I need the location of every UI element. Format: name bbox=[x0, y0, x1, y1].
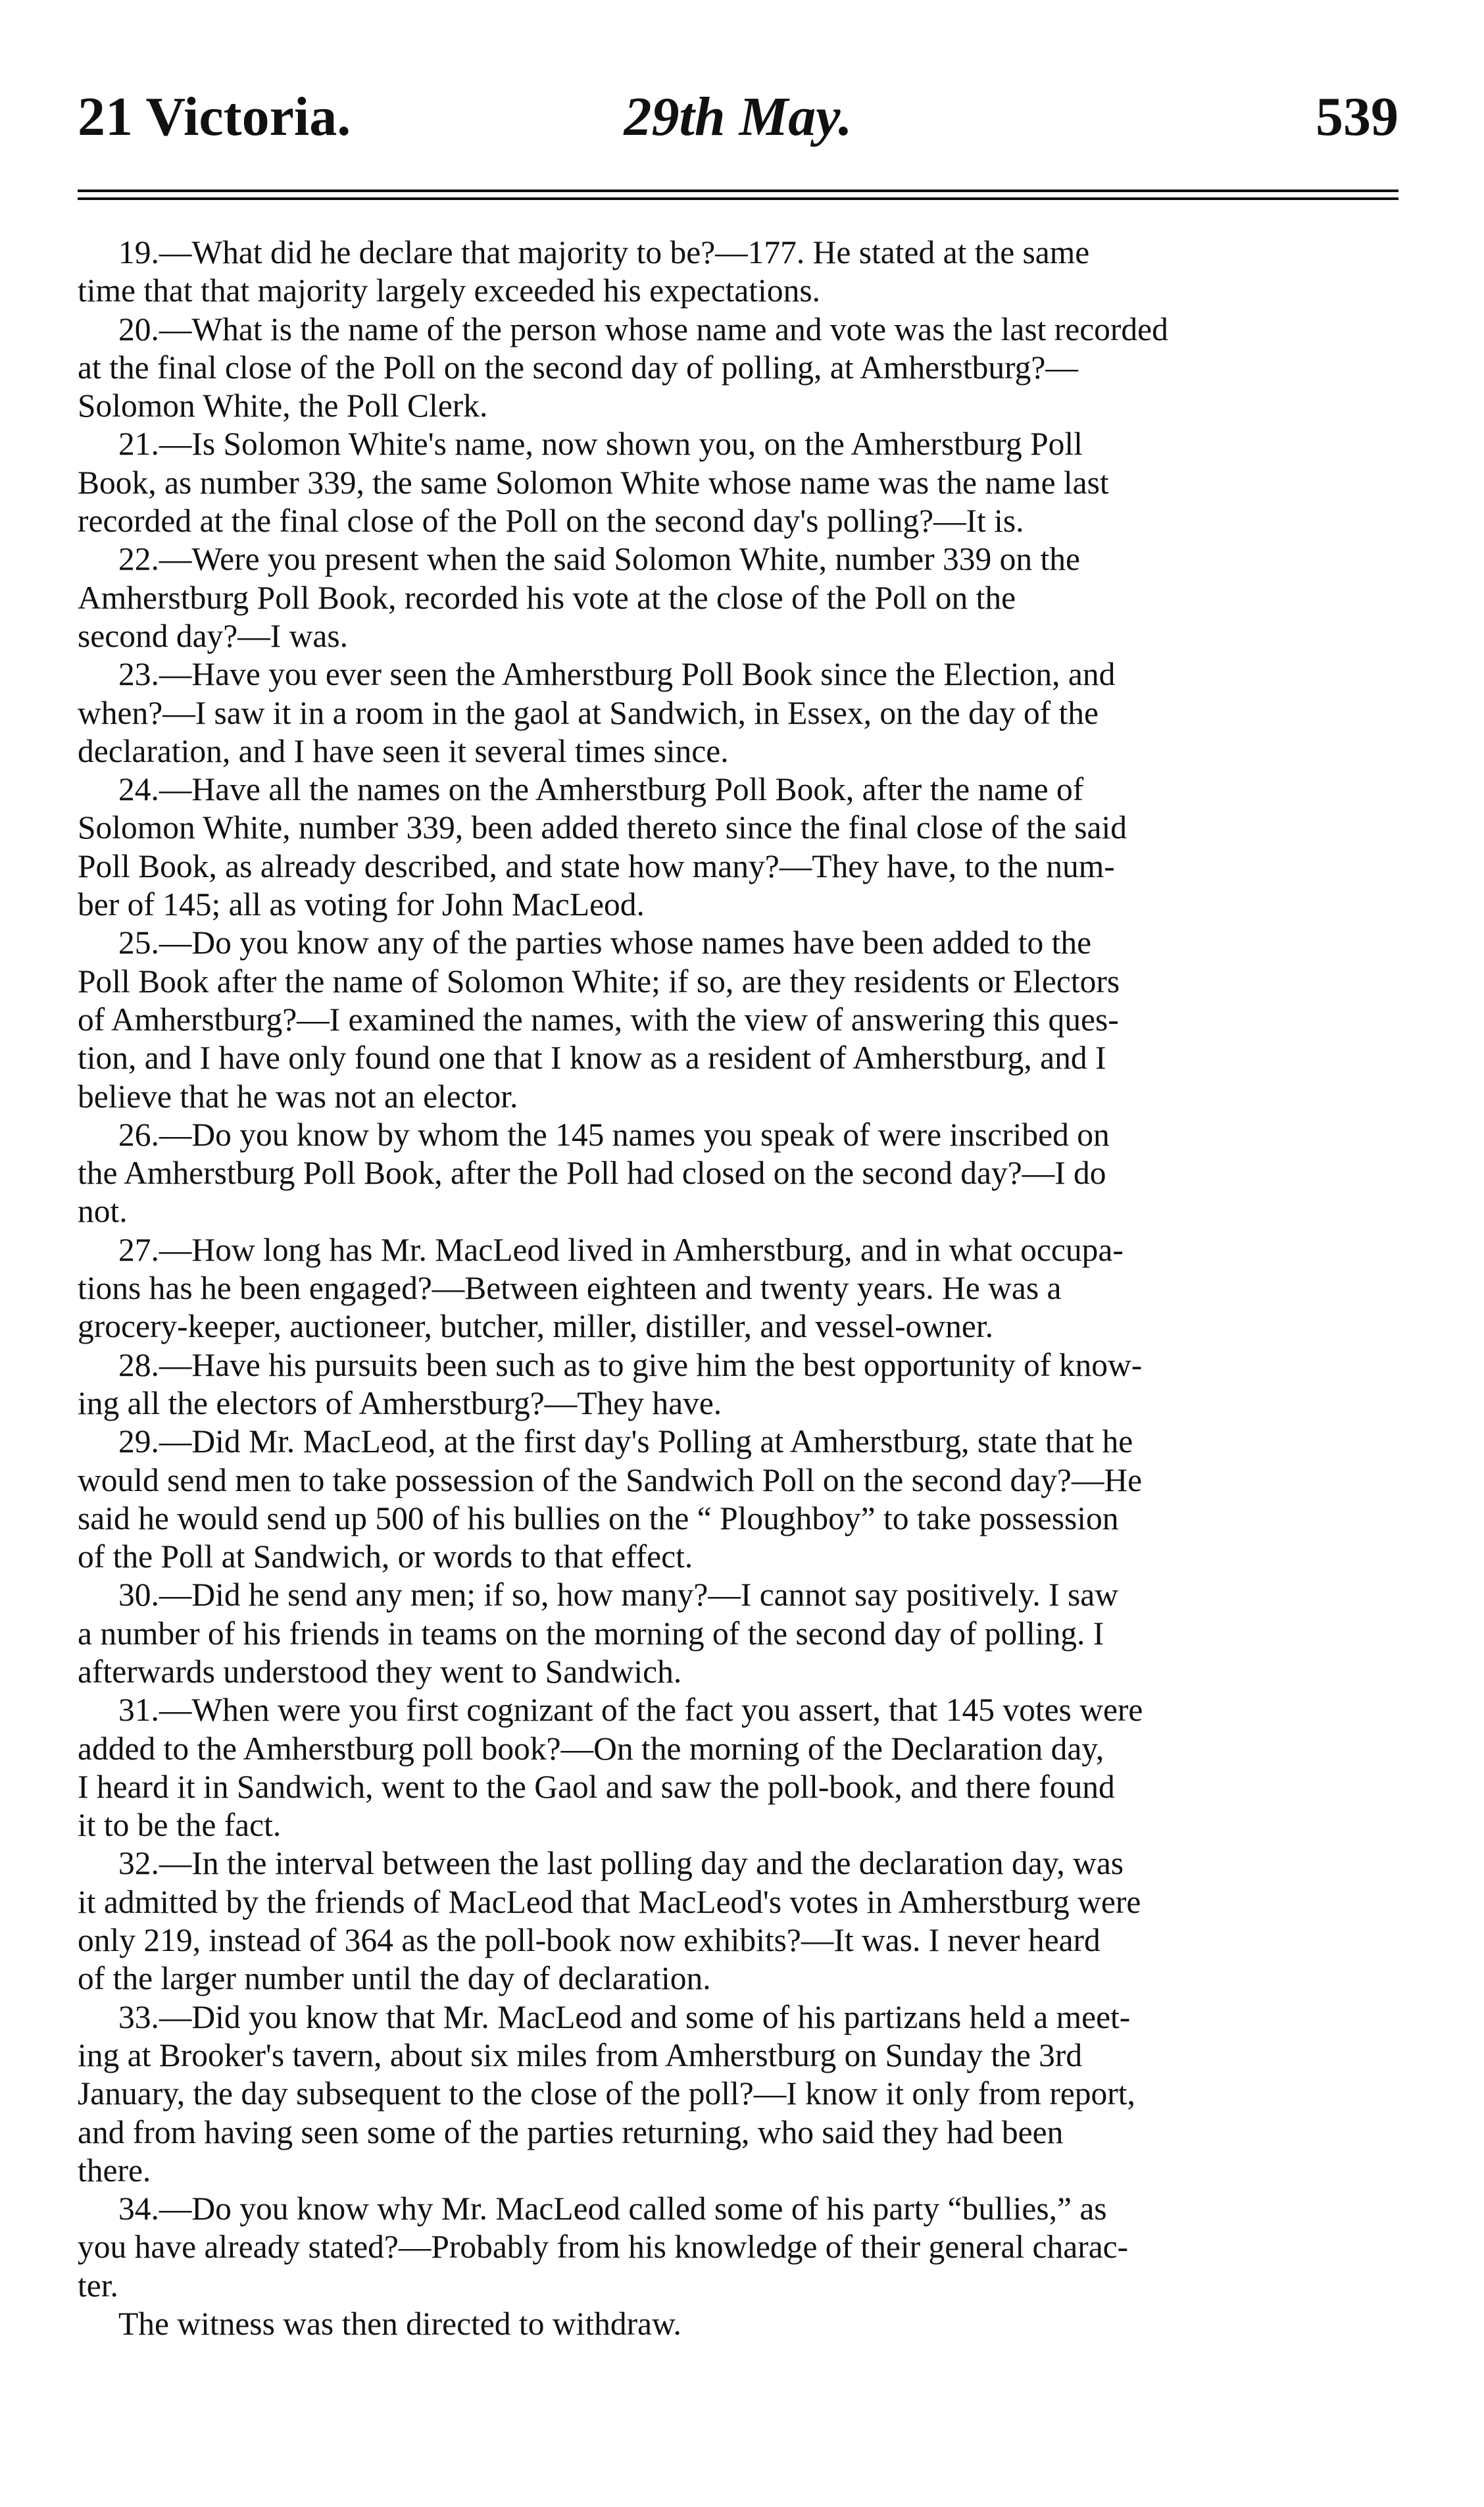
text-line: it to be the fact. bbox=[78, 1807, 282, 1844]
text-line: Book, as number 339, the same Solomon White whose name was the name last bbox=[78, 464, 1109, 501]
text-line: Poll Book after the name of Solomon White; if so, are they residents or Electors bbox=[78, 963, 1120, 1000]
header-rule-bottom bbox=[78, 197, 1398, 200]
header-rule-top bbox=[78, 190, 1398, 192]
text-line: tions has he been engaged?—Between eighteen and twenty years. He was a bbox=[78, 1270, 1062, 1307]
text-line: the Amherstburg Poll Book, after the Poll had closed on the second day?—I do bbox=[78, 1155, 1106, 1192]
text-line: 21.—Is Solomon White's name, now shown you, on the Amherstburg Poll bbox=[118, 426, 1083, 463]
text-line: ing at Brooker's tavern, about six miles from Amherstburg on Sunday the 3rd bbox=[78, 2037, 1083, 2073]
text-line: would send men to take possession of the Sandwich Poll on the second day?—He bbox=[78, 1461, 1143, 1498]
page-number: 539 bbox=[1316, 86, 1398, 147]
text-line: 31.—When were you first cognizant of the fact you assert, that 145 votes were bbox=[118, 1692, 1143, 1729]
text-line: ber of 145; all as voting for John MacLeod. bbox=[78, 886, 645, 923]
text-line: Solomon White, number 339, been added thereto since the final close of the said bbox=[78, 809, 1127, 846]
text-line: 29.—Did Mr. MacLeod, at the first day's Polling at Amherstburg, state that he bbox=[118, 1423, 1133, 1460]
text-line: Amherstburg Poll Book, recorded his vote at the close of the Poll on the bbox=[78, 579, 1016, 616]
text-line: 24.—Have all the names on the Amherstburg Poll Book, after the name of bbox=[118, 771, 1084, 808]
text-line: Solomon White, the Poll Clerk. bbox=[78, 388, 488, 424]
text-line: at the final close of the Poll on the second day of polling, at Amherstburg?— bbox=[78, 349, 1078, 386]
text-line: time that that majority largely exceeded his expectations. bbox=[78, 272, 820, 309]
text-line: added to the Amherstburg poll book?—On the morning of the Declaration day, bbox=[78, 1730, 1104, 1767]
text-line: 25.—Do you know any of the parties whose names have been added to the bbox=[118, 924, 1092, 961]
text-line: not. bbox=[78, 1193, 128, 1230]
text-line: declaration, and I have seen it several times since. bbox=[78, 732, 729, 769]
text-line: 33.—Did you know that Mr. MacLeod and some of his partizans held a meet- bbox=[118, 1998, 1131, 2035]
text-line: 23.—Have you ever seen the Amherstburg Poll Book since the Election, and bbox=[118, 656, 1116, 693]
header-date: 29th May. bbox=[624, 86, 853, 147]
text-line: ter. bbox=[78, 2267, 118, 2304]
text-line: 34.—Do you know why Mr. MacLeod called some of his party “bullies,” as bbox=[118, 2190, 1107, 2227]
text-line: you have already stated?—Probably from his knowledge of their general charac- bbox=[78, 2229, 1129, 2266]
text-line: tion, and I have only found one that I know as a resident of Amherstburg, and I bbox=[78, 1040, 1106, 1076]
text-line: 20.—What is the name of the person whose name and vote was the last recorded bbox=[118, 311, 1168, 347]
text-line: 26.—Do you know by whom the 145 names you speak of were inscribed on bbox=[118, 1116, 1110, 1153]
text-line: grocery-keeper, auctioneer, butcher, miller, distiller, and vessel-owner. bbox=[78, 1308, 994, 1345]
text-line: and from having seen some of the parties returning, who said they had been bbox=[78, 2114, 1064, 2150]
text-line: there. bbox=[78, 2152, 151, 2189]
text-line: 32.—In the interval between the last polling day and the declaration day, was bbox=[118, 1845, 1124, 1882]
text-line: second day?—I was. bbox=[78, 617, 348, 654]
testimony-body bbox=[78, 234, 1356, 2343]
text-line: Poll Book, as already described, and state how many?—They have, to the num- bbox=[78, 848, 1115, 884]
text-line: of the Poll at Sandwich, or words to that effect. bbox=[78, 1538, 693, 1575]
text-line: when?—I saw it in a room in the gaol at Sandwich, in Essex, on the day of the bbox=[78, 694, 1099, 731]
text-line: 19.—What did he declare that majority to be?—177. He stated at the same bbox=[118, 234, 1090, 270]
closing-statement: The witness was then directed to withdraw. bbox=[118, 2306, 681, 2342]
text-line: a number of his friends in teams on the morning of the second day of polling. I bbox=[78, 1615, 1104, 1652]
text-line: only 219, instead of 364 as the poll-book now exhibits?—It was. I never heard bbox=[78, 1922, 1101, 1959]
text-line: 30.—Did he send any men; if so, how many?—I cannot say positively. I saw bbox=[118, 1577, 1118, 1613]
header-regnal-year: 21 Victoria. bbox=[78, 86, 351, 147]
text-line: ing all the electors of Amherstburg?—They have. bbox=[78, 1384, 722, 1421]
text-line: 28.—Have his pursuits been such as to give him the best opportunity of know- bbox=[118, 1346, 1143, 1383]
text-line: 27.—How long has Mr. MacLeod lived in Amherstburg, and in what occupa- bbox=[118, 1231, 1124, 1268]
text-line: of Amherstburg?—I examined the names, with the view of answering this ques- bbox=[78, 1001, 1119, 1038]
page-header bbox=[78, 78, 1398, 157]
text-line: recorded at the final close of the Poll on the second day's polling?—It is. bbox=[78, 503, 1024, 540]
text-line: it admitted by the friends of MacLeod that MacLeod's votes in Amherstburg were bbox=[78, 1883, 1141, 1920]
text-line: January, the day subsequent to the close of the poll?—I know it only from report, bbox=[78, 2075, 1135, 2112]
text-line: I heard it in Sandwich, went to the Gaol and saw the poll-book, and there found bbox=[78, 1768, 1115, 1805]
text-line: afterwards understood they went to Sandwich. bbox=[78, 1653, 682, 1690]
text-line: 22.—Were you present when the said Solomon White, number 339 on the bbox=[118, 541, 1080, 578]
text-line: believe that he was not an elector. bbox=[78, 1078, 518, 1115]
text-line: said he would send up 500 of his bullies on the “ Ploughboy” to take possession bbox=[78, 1500, 1119, 1536]
text-line: of the larger number until the day of declaration. bbox=[78, 1960, 711, 1997]
